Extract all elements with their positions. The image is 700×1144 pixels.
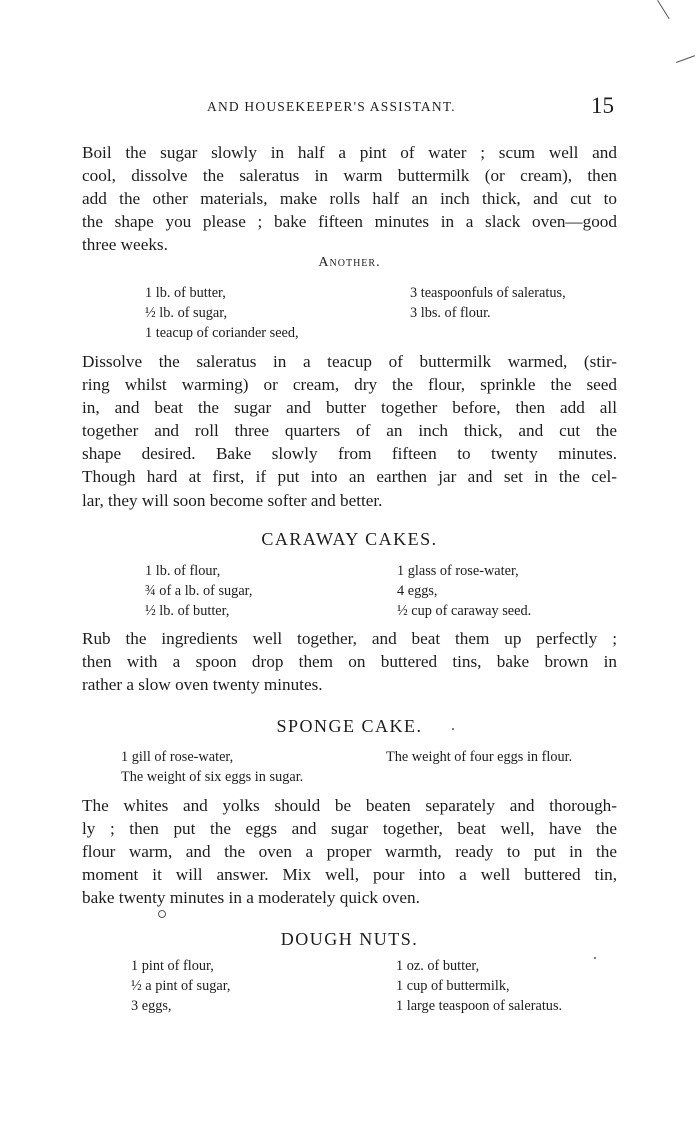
ingredient: ¾ of a lb. of sugar,	[145, 583, 253, 599]
paragraph-line: three weeks.	[82, 235, 168, 255]
paragraph-line: Dissolve the saleratus in a teacup of buttermilk warmed, (stir-	[82, 352, 617, 371]
paragraph-line: add the other materials, make rolls half an inch thick, and cut to	[82, 189, 617, 209]
another-heading: Another.	[318, 255, 381, 270]
ingredient: 3 eggs,	[131, 998, 172, 1014]
ingredient: 1 glass of rose-water,	[397, 563, 519, 579]
ingredients-right	[386, 747, 572, 767]
ingredients-left	[145, 283, 299, 343]
ingredients-right	[397, 561, 531, 621]
ink-speck	[158, 910, 166, 918]
paragraph-line: the shape you please ; bake fifteen minutes in a slack oven—good	[82, 212, 617, 232]
ingredient: 1 cup of buttermilk,	[396, 978, 510, 994]
dough-nuts-heading: DOUGH NUTS.	[280, 929, 419, 949]
another-paragraph	[82, 350, 617, 512]
ingredient: 3 teaspoonfuls of saleratus,	[410, 285, 566, 301]
paragraph-line: together and roll three quarters of an inch thick, and cut the	[82, 421, 617, 441]
paragraph-line: ring whilst warming) or cream, dry the flour, sprinkle the seed	[82, 375, 617, 395]
paragraph-line: cool, dissolve the saleratus in warm buttermilk (or cream), then	[82, 166, 617, 186]
paragraph-line: bake twenty minutes in a moderately quick oven.	[82, 888, 420, 908]
ink-speck	[452, 728, 454, 730]
sponge-heading: SPONGE CAKE.	[276, 716, 423, 736]
paragraph-line: lar, they will soon become softer and better.	[82, 490, 383, 510]
ingredient: 1 gill of rose-water,	[121, 749, 234, 765]
caraway-ingredients	[145, 561, 615, 623]
ingredients-left	[121, 747, 303, 787]
ingredient: 4 eggs,	[397, 583, 438, 599]
corner-mark	[676, 55, 695, 63]
ingredient: The weight of four eggs in flour.	[386, 749, 573, 765]
intro-paragraph	[82, 141, 617, 256]
ingredient: 1 lb. of flour,	[145, 563, 221, 579]
paragraph-line: Though hard at first, if put into an earthen jar and set in the cel-	[82, 467, 617, 487]
paragraph-line: Rub the ingredients well together, and beat them up perfectly ;	[82, 629, 617, 648]
ingredient: 1 lb. of butter,	[145, 285, 226, 301]
ingredient: ½ lb. of sugar,	[145, 305, 228, 321]
paragraph-line: moment it will answer. Mix well, pour into a well buttered tin,	[82, 865, 617, 885]
ingredients-right	[410, 283, 566, 323]
ingredients-left	[131, 956, 231, 1016]
paragraph-line: rather a slow oven twenty minutes.	[82, 675, 323, 695]
ingredient: ½ cup of caraway seed.	[397, 603, 532, 619]
ingredient: ½ a pint of sugar,	[131, 978, 231, 994]
dough-nuts-ingredients	[131, 956, 611, 1018]
running-head	[82, 93, 617, 123]
paragraph-line: flour warm, and the oven a proper warmth, ready to put in the	[82, 842, 617, 862]
ingredient: 1 pint of flour,	[131, 958, 214, 974]
ingredient: 1 teacup of coriander seed,	[145, 325, 299, 341]
corner-mark	[657, 0, 670, 19]
paragraph-line: ly ; then put the eggs and sugar together, beat well, have the	[82, 819, 617, 839]
page-number: 15	[591, 93, 614, 118]
ingredients-right	[396, 956, 562, 1016]
ingredient: The weight of six eggs in sugar.	[121, 769, 304, 785]
caraway-paragraph	[82, 627, 617, 696]
paragraph-line: then with a spoon drop them on buttered tins, bake brown in	[82, 652, 617, 672]
ingredient: 1 oz. of butter,	[396, 958, 480, 974]
paragraph-line: in, and beat the sugar and butter together before, then add all	[82, 398, 617, 418]
ingredient: 3 lbs. of flour.	[410, 305, 491, 321]
another-ingredients	[145, 283, 615, 345]
ingredient: ½ lb. of butter,	[145, 603, 230, 619]
paragraph-line: Boil the sugar slowly in half a pint of water ; scum well and	[82, 143, 617, 162]
ingredients-left	[145, 561, 252, 621]
ingredient: 1 large teaspoon of saleratus.	[396, 998, 563, 1014]
paragraph-line: shape desired. Bake slowly from fifteen to twenty minutes.	[82, 444, 617, 464]
sponge-paragraph	[82, 794, 617, 909]
running-head-title: AND HOUSEKEEPER'S ASSISTANT.	[207, 99, 456, 114]
caraway-heading: CARAWAY CAKES.	[261, 529, 438, 549]
paragraph-line: The whites and yolks should be beaten separately and thorough-	[82, 796, 617, 815]
sponge-ingredients	[121, 747, 621, 789]
